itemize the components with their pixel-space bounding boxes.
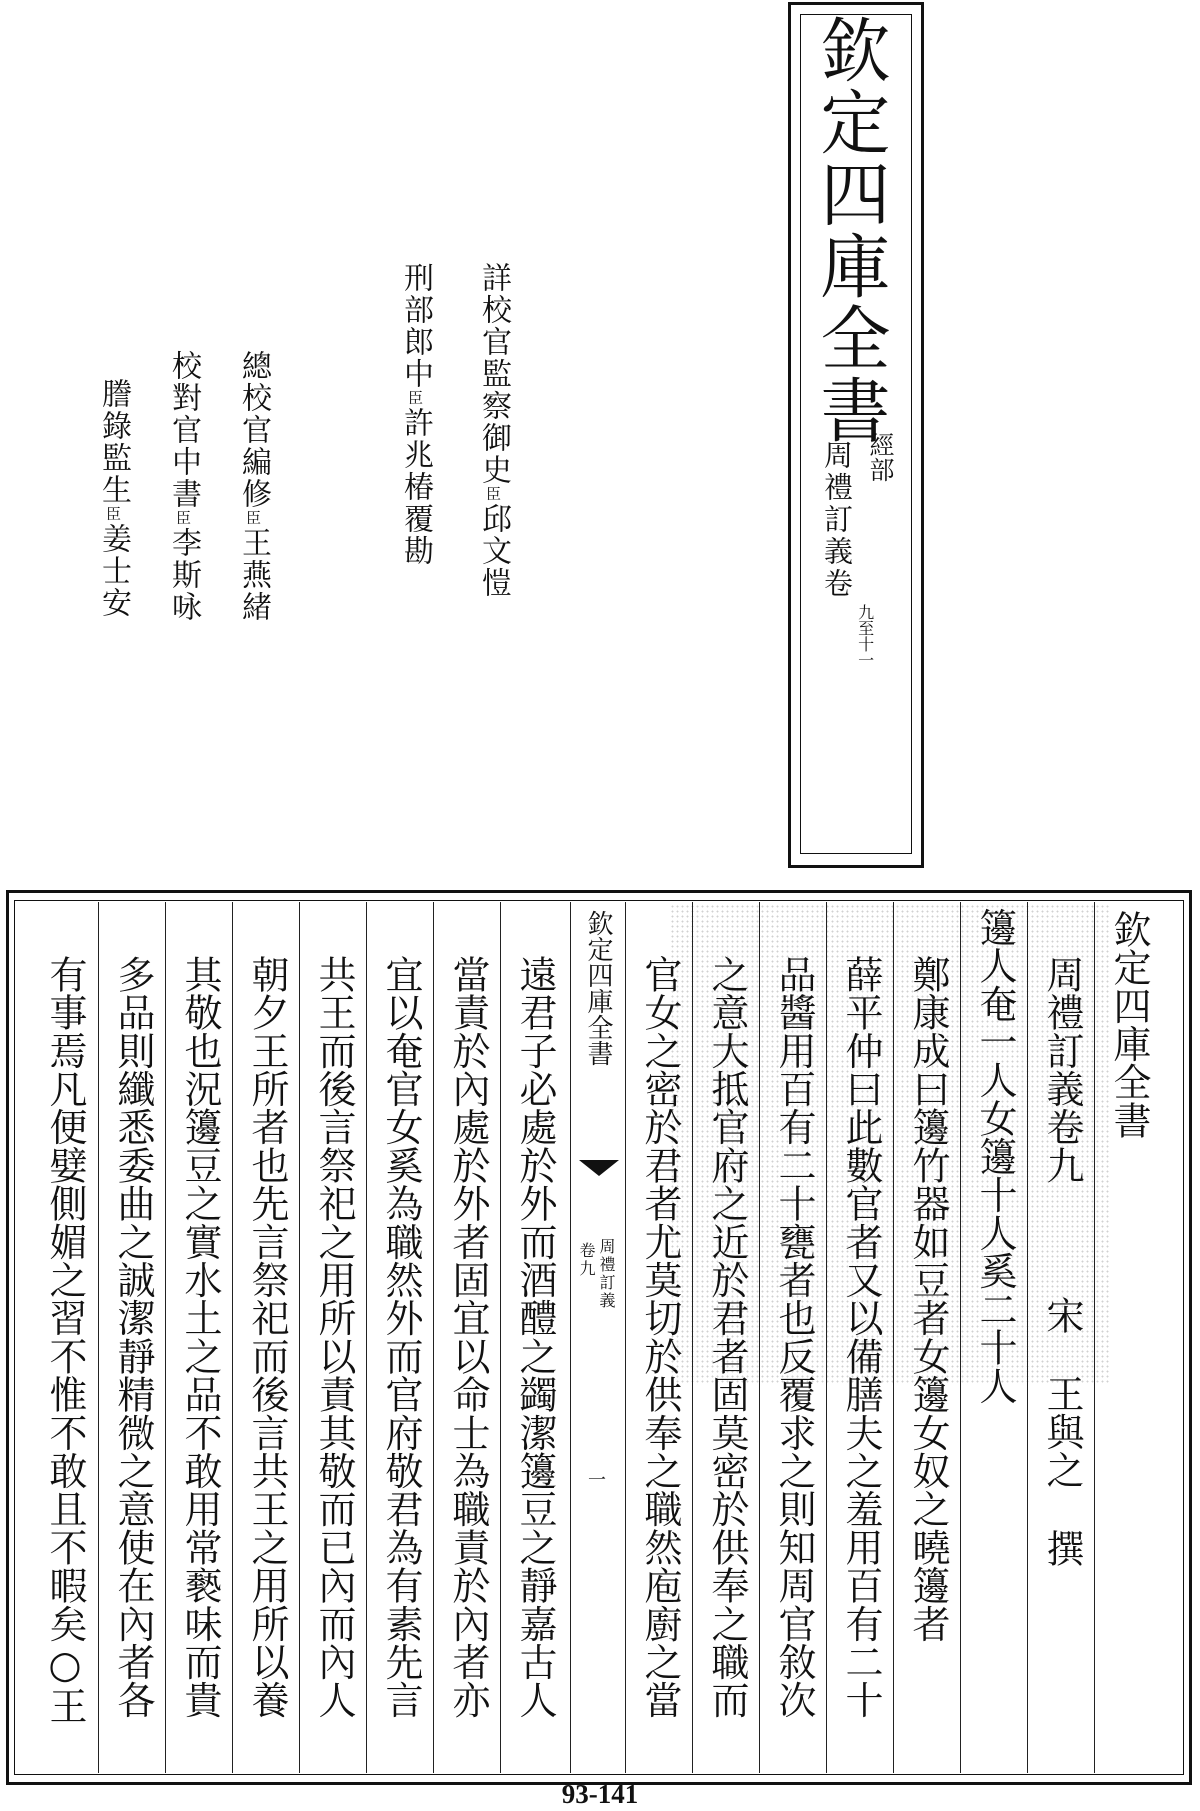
collator-2-name: 許兆椿覆勘 [398,407,433,567]
chapter-title-text: 周禮訂義卷九 [1040,955,1084,1185]
page-header: 欽定四庫全書 [1107,910,1151,1140]
staff-2-role: 校對官中書 [166,350,201,510]
column-rule [366,902,367,1773]
collator-1-role: 詳校官監察御史 [476,262,511,486]
chapter-title [1040,955,1084,1568]
text-column: 當責於內處於外者固宜以命士為職責於內者亦 [446,955,490,1719]
column-rule [165,902,166,1773]
text-column: 薛平仲曰此數官者又以備膳夫之羞用百有二十 [839,955,883,1719]
column-rule [692,902,693,1773]
staff-2 [166,350,201,623]
staff-2-minister: 臣 [174,510,192,527]
staff-1-role: 總校官編修 [236,350,271,510]
column-rule [960,902,961,1773]
staff-3-minister: 臣 [104,506,122,523]
text-column: 多品則纖悉委曲之誠潔靜精微之意使在內者各 [111,955,155,1719]
text-column: 籩人奄一人女籩十人奚二十人 [973,908,1017,1405]
fold-volume: 卷九 [577,1242,596,1278]
collator-2 [398,262,433,567]
author-action: 撰 [1040,1529,1084,1568]
text-column: 品醬用百有二十甕者也反覆求之則知周官敘次 [772,955,816,1719]
collator-1 [476,262,511,599]
volume-range: 九至十一 [855,604,875,668]
collator-1-minister: 臣 [484,486,502,503]
staff-2-name: 李斯咏 [166,527,201,623]
column-rule [433,902,434,1773]
text-column: 其敬也況籩豆之實水土之品不敢用常褻味而貴 [178,955,222,1719]
author-name: 王與之 [1040,1374,1084,1490]
text-column: 遠君子必處於外而酒醴之蠲潔籩豆之靜嘉古人 [513,955,557,1719]
text-column: 宜以奄官女奚為職然外而官府敬君為有素先言 [379,955,423,1719]
column-rule [299,902,300,1773]
fold-title: 欽定四庫全書 [583,910,613,1066]
staff-1-minister: 臣 [244,510,262,527]
main-title: 欽定四庫全書 [809,14,891,446]
collator-2-minister: 臣 [406,390,424,407]
fold-book: 周禮訂義 [597,1238,616,1310]
column-rule [759,902,760,1773]
section-label: 經部 [866,432,895,482]
page-number: 93-141 [561,1779,639,1809]
text-column: 鄭康成曰籩竹器如豆者女籩女奴之曉籩者 [906,955,950,1643]
column-rule [826,902,827,1773]
text-column: 官女之密於君者尤莫切於供奉之職然庖廚之當 [638,955,682,1719]
staff-3-name: 姜士安 [96,523,131,619]
staff-1 [236,350,271,623]
book-title: 周禮訂義卷 [820,440,854,600]
collator-2-role: 刑部郎中 [398,262,433,390]
staff-3-role: 謄錄監生 [96,378,131,506]
author-dynasty: 宋 [1040,1296,1084,1335]
column-rule [232,902,233,1773]
column-rule [98,902,99,1773]
text-column: 朝夕王所者也先言祭祀而後言共王之用所以養 [245,955,289,1719]
column-rule [1027,902,1028,1773]
staff-1-name: 王燕緒 [236,527,271,623]
fold-page: 一 [585,1470,606,1488]
column-rule [500,902,501,1773]
fishtail-mark [579,1160,619,1176]
column-rule [893,902,894,1773]
text-column: 有事焉凡便嬖側媚之習不惟不敢且不暇矣○王 [43,955,87,1725]
column-rule [1094,902,1095,1773]
text-column: 共王而後言祭祀之用所以責其敬而已內而內人 [312,955,356,1719]
column-rule [570,902,571,1773]
column-rule [625,902,626,1773]
staff-3 [96,378,131,619]
text-column: 之意大抵官府之近於君者固莫密於供奉之職而 [705,955,749,1719]
collator-1-name: 邱文愷 [476,503,511,599]
